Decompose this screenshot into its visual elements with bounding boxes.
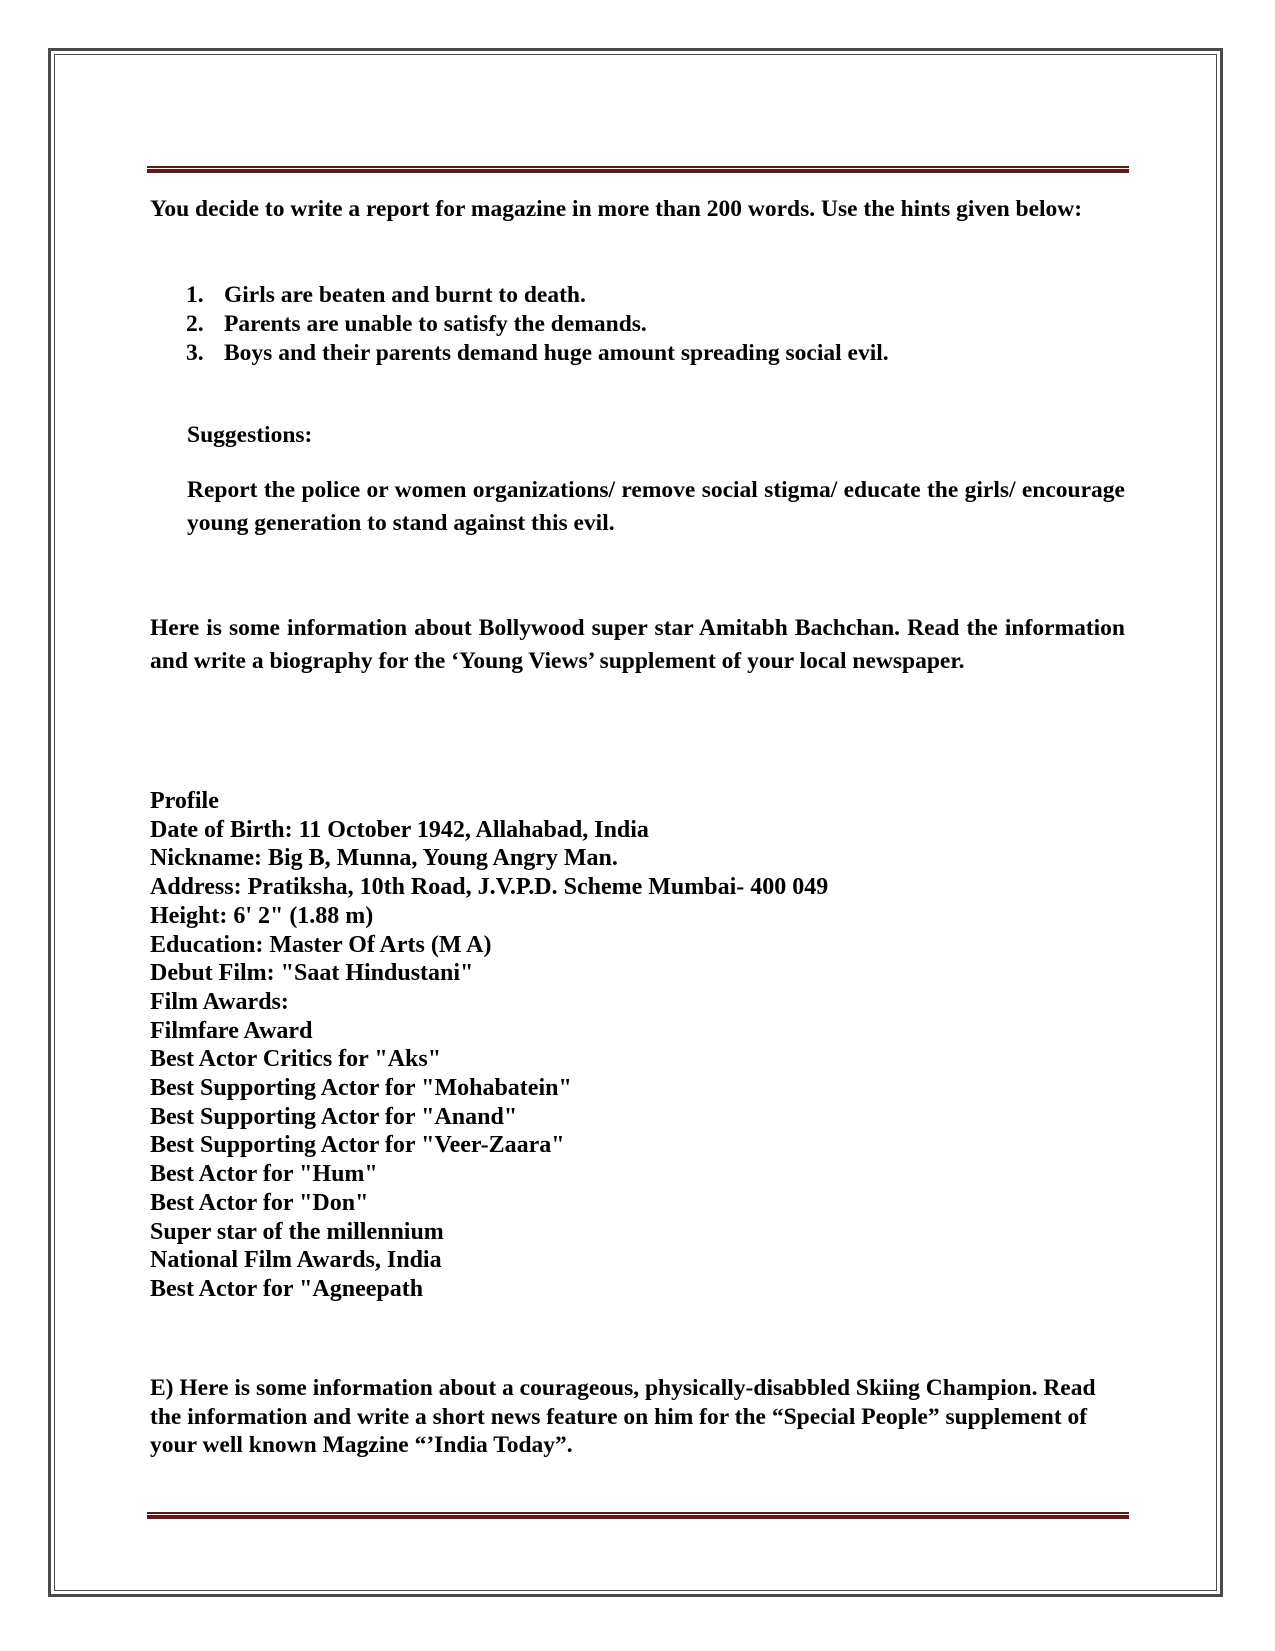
profile-line: Height: 6' 2" (1.88 m) [150, 902, 374, 929]
hint-number: 1. [186, 282, 204, 308]
report-task-prompt [150, 193, 1125, 226]
hint-text: Boys and their parents demand huge amount spreading social evil. [224, 340, 889, 366]
list-item [186, 281, 1086, 310]
hint-number: 3. [186, 340, 204, 366]
profile-line: Film Awards: [150, 988, 289, 1015]
hint-text: Girls are beaten and burnt to death. [224, 282, 586, 308]
suggestions-heading: Suggestions: [187, 422, 313, 448]
profile-line: Best Supporting Actor for "Mohabatein" [150, 1075, 572, 1102]
profile-line: Best Actor for "Agneepath [150, 1275, 424, 1302]
news-feature-task-text: E) Here is some information about a courageous, physically-disabbled Skiing Champion. Read the information and write a short news feature on him for the “Special People” supplement of your well known Magzine “’India Today”. [150, 1375, 1096, 1458]
profile-line: National Film Awards, India [150, 1247, 442, 1274]
profile-line: Best Actor for "Don" [150, 1189, 369, 1216]
profile-line: Filmfare Award [150, 1017, 313, 1044]
profile-list [150, 787, 1125, 1304]
list-item [186, 339, 1086, 368]
biography-task-prompt [150, 612, 1125, 678]
profile-line: Super star of the millennium [150, 1218, 444, 1245]
hints-list [186, 281, 1086, 368]
bottom-rule [147, 1512, 1129, 1520]
profile-line: Debut Film: "Saat Hindustani" [150, 960, 474, 987]
news-feature-task-prompt [150, 1374, 1125, 1460]
report-task-text: You decide to write a report for magazine in more than 200 words. Use the hints given below: [150, 196, 1083, 222]
profile-line: Profile [150, 788, 219, 814]
profile-line: Nickname: Big B, Munna, Young Angry Man. [150, 845, 618, 872]
profile-line: Best Supporting Actor for "Anand" [150, 1103, 518, 1130]
profile-line: Address: Pratiksha, 10th Road, J.V.P.D. Scheme Mumbai- 400 049 [150, 874, 829, 901]
profile-line: Education: Master Of Arts (M A) [150, 931, 492, 958]
hint-number: 2. [186, 311, 204, 337]
suggestions-text: Report the police or women organizations/ remove social stigma/ educate the girls/ encourage young generation to stand against this evil. [187, 477, 1125, 536]
top-rule [147, 166, 1129, 174]
biography-task-text: Here is some information about Bollywood super star Amitabh Bachchan. Read the information and write a biography for the ‘Young Views’ supplement of your local newspaper. [150, 615, 1125, 674]
profile-line: Best Actor for "Hum" [150, 1161, 378, 1188]
profile-line: Best Actor Critics for "Aks" [150, 1046, 442, 1073]
hint-text: Parents are unable to satisfy the demands. [224, 311, 647, 337]
list-item [186, 310, 1086, 339]
profile-line: Date of Birth: 11 October 1942, Allahabad, India [150, 816, 649, 843]
profile-line: Best Supporting Actor for "Veer-Zaara" [150, 1132, 565, 1159]
